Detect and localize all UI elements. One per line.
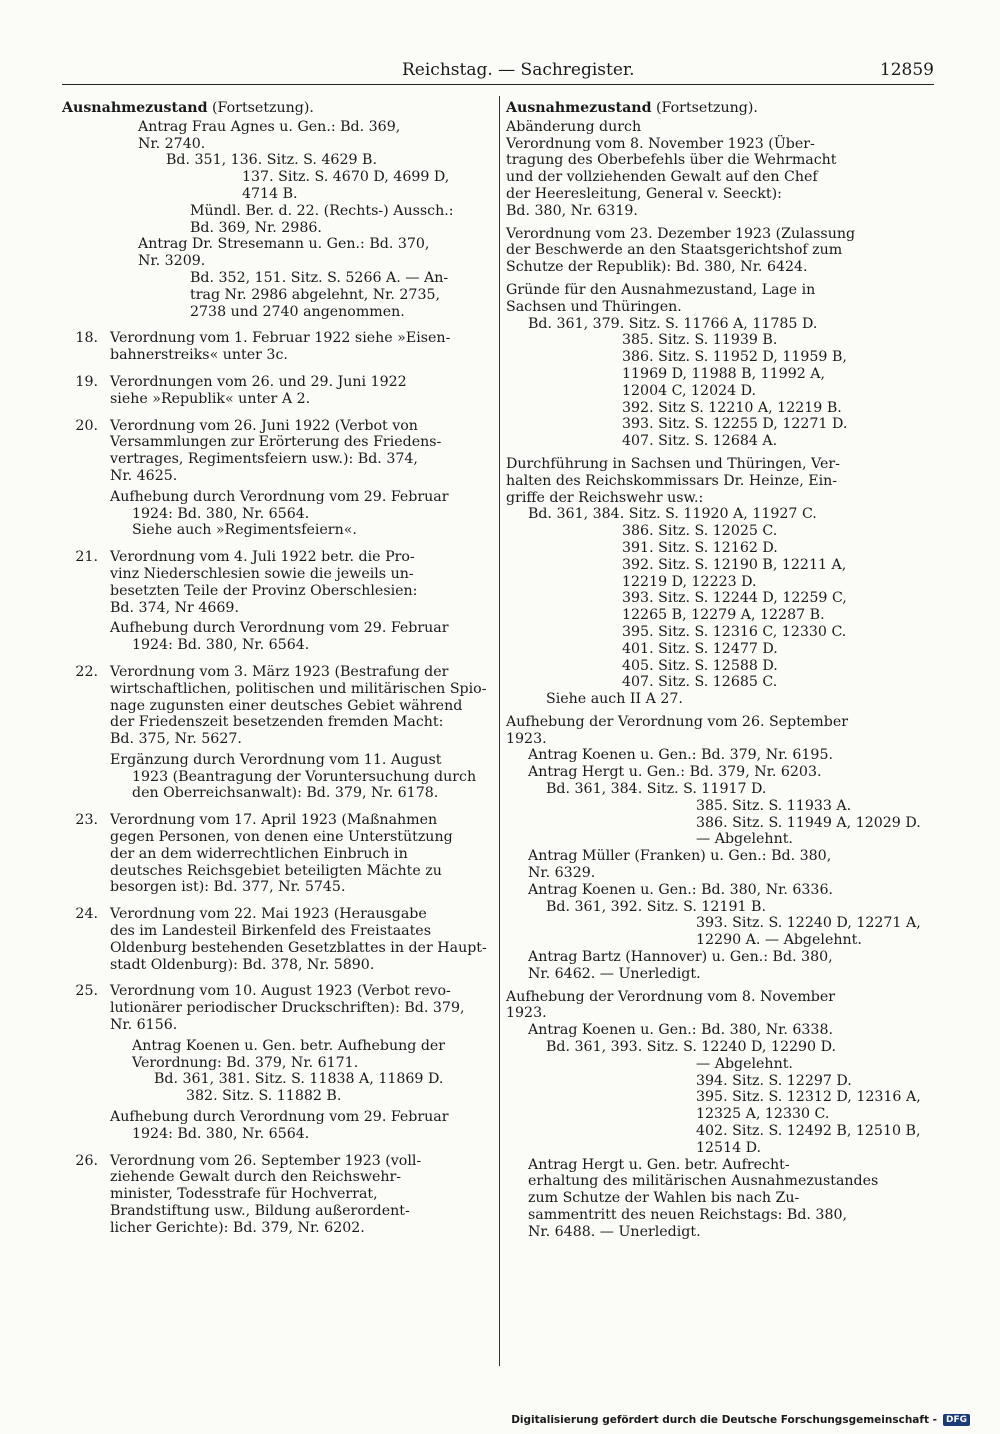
text-line: 392. Sitz S. 12210 A, 12219 B. (622, 399, 842, 416)
register-block (506, 226, 938, 276)
text-line: Versammlungen zur Erörterung des Friedens- (110, 434, 442, 451)
text-line: 1924: Bd. 380, Nr. 6564. (132, 505, 310, 522)
entry-number: 18. (75, 330, 98, 347)
entry-body (110, 664, 492, 802)
register-block (506, 119, 938, 220)
text-line: Siehe auch »Regimentsfeiern«. (132, 522, 357, 539)
text-line: Bd. 380, Nr. 6319. (506, 202, 638, 219)
text-line: der Beschwerde an den Staatsgerichtshof zum (506, 242, 843, 259)
text-line: Brandstiftung usw., Bildung außerordent- (110, 1203, 410, 1220)
text-line: 12004 C, 12024 D. (622, 382, 757, 399)
entry-number: 19. (75, 373, 98, 390)
text-line: Verordnung vom 10. August 1923 (Verbot revo- (110, 983, 451, 1000)
text-line: griffe der Reichswehr usw.: (506, 489, 704, 506)
text-line: 386. Sitz. S. 11952 D, 11959 B, (622, 349, 847, 366)
text-line: 386. Sitz. S. 12025 C. (622, 523, 778, 540)
text-line: 12325 A, 12330 C. (696, 1106, 830, 1123)
text-line: gegen Personen, von denen eine Unterstützung (110, 829, 453, 846)
text-line: 12290 A. — Abgelehnt. (696, 932, 862, 949)
text-line: Bd. 369, Nr. 2986. (190, 219, 322, 236)
text-line: Antrag Koenen u. Gen.: Bd. 380, Nr. 6338. (528, 1022, 833, 1039)
left-heading: Ausnahmezustand (Fortsetzung). (62, 100, 314, 116)
right-blocks (506, 119, 938, 1241)
text-line: lutionärer periodischer Druckschriften): Bd. 379, (110, 1000, 465, 1017)
left-column (62, 100, 492, 1241)
text-line: deutsches Reichsgebiet beteiligten Mächte zu (110, 862, 442, 879)
text-line: 393. Sitz. S. 12244 D, 12259 C, (622, 590, 847, 607)
text-line: 402. Sitz. S. 12492 B, 12510 B, (696, 1123, 921, 1140)
decree-entry (62, 812, 492, 896)
text-line: 391. Sitz. S. 12162 D. (622, 539, 778, 556)
entry-body (110, 549, 492, 654)
text-line: Abänderung durch (506, 118, 642, 135)
text-line: 392. Sitz. S. 12190 B, 12211 A, (622, 556, 847, 573)
text-line: 405. Sitz. S. 12588 D. (622, 657, 778, 674)
column-divider (499, 96, 500, 1366)
text-line: der Friedenszeit besetzenden fremden Macht: (110, 714, 444, 731)
text-line: nage zugunsten einer deutsches Gebiet während (110, 697, 463, 714)
text-line: trag Nr. 2986 abgelehnt, Nr. 2735, (190, 286, 441, 303)
entry-number: 22. (75, 663, 98, 680)
decree-entry (62, 549, 492, 654)
text-line: sammentritt des neuen Reichstags: Bd. 380, (528, 1207, 848, 1223)
text-line: 385. Sitz. S. 11939 B. (622, 332, 778, 349)
text-line: der Heeresleitung, General v. Seeckt): (506, 185, 782, 202)
text-line: 407. Sitz. S. 12684 A. (622, 433, 778, 450)
decree-entry (62, 906, 492, 973)
text-line: Bd. 375, Nr. 5627. (110, 731, 242, 748)
text-line: Antrag Müller (Franken) u. Gen.: Bd. 380, (528, 848, 832, 865)
text-line: 386. Sitz. S. 11949 A, 12029 D. (696, 814, 921, 831)
entry-number: 24. (75, 906, 98, 923)
entry-body (110, 906, 492, 973)
text-line: erhaltung des militärischen Ausnahmezustandes (528, 1173, 879, 1190)
text-line: 1923 (Beantragung der Voruntersuchung durch (132, 768, 477, 785)
register-block (506, 282, 938, 450)
text-line: Antrag Hergt u. Gen. betr. Aufrecht- (528, 1156, 790, 1173)
entry-body (110, 330, 492, 364)
text-line: der an dem widerrechtlichen Einbruch in (110, 845, 408, 862)
running-title: Reichstag. — Sachregister. (402, 60, 635, 80)
text-line: 393. Sitz. S. 12240 D, 12271 A, (696, 915, 921, 932)
text-line: — Abgelehnt. (696, 1055, 793, 1072)
text-line: Aufhebung durch Verordnung vom 29. Februar (110, 1109, 449, 1126)
entry-body (110, 418, 492, 540)
text-line: und der vollziehenden Gewalt auf den Chef (506, 169, 818, 186)
text-line: licher Gerichte): Bd. 379, Nr. 6202. (110, 1219, 365, 1236)
text-line: Bd. 361, 384. Sitz. S. 11920 A, 11927 C. (528, 506, 817, 523)
entry-number: 23. (75, 812, 98, 829)
page-number: 12859 (879, 60, 934, 80)
text-line: 12265 B, 12279 A, 12287 B. (622, 607, 825, 624)
text-line: 12514 D. (696, 1139, 762, 1156)
text-line: Bd. 361, 381. Sitz. S. 11838 A, 11869 D. (154, 1071, 444, 1088)
decree-entry (62, 983, 492, 1142)
text-line: Nr. 2740. (138, 135, 206, 152)
text-line: ziehende Gewalt durch den Reichswehr- (110, 1169, 402, 1186)
text-line: Durchführung in Sachsen und Thüringen, Ver- (506, 455, 840, 472)
text-line: bahnerstreiks« unter 3c. (110, 347, 288, 364)
text-line: Verordnung vom 3. März 1923 (Bestrafung der (110, 663, 449, 680)
text-line: Oldenburg bestehenden Gesetzblattes in der Haupt- (110, 939, 487, 956)
text-line: zum Schutze der Wahlen bis nach Zu- (528, 1190, 800, 1207)
text-line: Siehe auch II A 27. (546, 691, 683, 708)
text-line: Antrag Koenen u. Gen.: Bd. 380, Nr. 6336. (528, 881, 833, 898)
text-line: Verordnung vom 17. April 1923 (Maßnahmen (110, 812, 438, 829)
register-block (506, 989, 938, 1241)
entry-body (110, 983, 492, 1142)
text-line: Bd. 361, 392. Sitz. S. 12191 B. (546, 898, 766, 915)
footer-credit (511, 1414, 970, 1426)
text-line: Ergänzung durch Verordnung vom 11. August (110, 751, 442, 768)
text-line: wirtschaftlichen, politischen und militärischen Spio- (110, 680, 487, 697)
decree-entry (62, 664, 492, 802)
text-line: Verordnung vom 8. November 1923 (Über- (506, 135, 815, 152)
entry-body (110, 812, 492, 896)
text-line: vertrages, Regimentsfeiern usw.): Bd. 374, (110, 451, 418, 468)
text-line: Verordnung vom 26. Juni 1922 (Verbot von (110, 417, 418, 434)
text-line: Nr. 6329. (528, 865, 596, 882)
text-line: Verordnung vom 4. Juli 1922 betr. die Pro- (110, 549, 415, 566)
decree-entry (62, 330, 492, 364)
text-line: Schutze der Republik): Bd. 380, Nr. 6424. (506, 259, 808, 276)
text-line: Antrag Koenen u. Gen. betr. Aufhebung der (132, 1037, 446, 1054)
right-heading: Ausnahmezustand (Fortsetzung). (506, 100, 758, 116)
decree-entry (62, 374, 492, 408)
text-line: Bd. 352, 151. Sitz. S. 5266 A. — An- (190, 269, 449, 286)
decree-entry (62, 418, 492, 540)
text-line: minister, Todesstrafe für Hochverrat, (110, 1186, 378, 1203)
entry-number: 21. (75, 549, 98, 566)
text-line: 395. Sitz. S. 12312 D, 12316 A, (696, 1089, 921, 1106)
text-line: 1923. (506, 730, 547, 747)
text-line: Verordnungen vom 26. und 29. Juni 1922 (110, 373, 407, 390)
decree-entry (62, 1153, 492, 1237)
text-line: des im Landesteil Birkenfeld des Freistaates (110, 923, 431, 940)
text-line: stadt Oldenburg): Bd. 378, Nr. 5890. (110, 956, 375, 973)
text-line: tragung des Oberbefehls über die Wehrmacht (506, 152, 837, 169)
text-line: besetzten Teile der Provinz Oberschlesien: (110, 582, 418, 599)
text-line: 1924: Bd. 380, Nr. 6564. (132, 637, 310, 654)
text-line: Nr. 3209. (138, 253, 206, 270)
text-line: 393. Sitz. S. 12255 D, 12271 D. (622, 416, 848, 433)
text-line: Bd. 361, 379. Sitz. S. 11766 A, 11785 D. (528, 315, 818, 332)
text-line: 382. Sitz. S. 11882 B. (186, 1088, 342, 1105)
text-line: besorgen ist): Bd. 377, Nr. 5745. (110, 879, 346, 896)
text-line: Antrag Bartz (Hannover) u. Gen.: Bd. 380, (528, 949, 833, 966)
left-entries (62, 330, 492, 1236)
text-line: — Abgelehnt. (696, 831, 793, 848)
text-line: Bd. 374, Nr 4669. (110, 599, 239, 616)
register-block (506, 456, 938, 708)
text-line: Nr. 6156. (110, 1017, 178, 1034)
text-line: 401. Sitz. S. 12477 D. (622, 640, 778, 657)
text-line: 407. Sitz. S. 12685 C. (622, 674, 778, 691)
text-line: Aufhebung der Verordnung vom 8. November (506, 988, 836, 1005)
text-line: Aufhebung durch Verordnung vom 29. Februar (110, 620, 449, 637)
text-line: Verordnung vom 23. Dezember 1923 (Zulassung (506, 225, 856, 242)
entry-body (110, 1153, 492, 1237)
text-line: Verordnung vom 1. Februar 1922 siehe »Eisen- (110, 330, 451, 347)
text-line: Sachsen und Thüringen. (506, 298, 682, 315)
entry-body (110, 374, 492, 408)
text-line: 12219 D, 12223 D. (622, 573, 757, 590)
text-line: Antrag Hergt u. Gen.: Bd. 379, Nr. 6203. (528, 764, 822, 781)
dfg-logo: DFG (943, 1414, 970, 1426)
text-line: Antrag Dr. Stresemann u. Gen.: Bd. 370, (138, 236, 430, 253)
text-line: Verordnung vom 22. Mai 1923 (Herausgabe (110, 906, 427, 923)
right-column (506, 100, 938, 1247)
text-line: 4714 B. (242, 185, 298, 202)
left-intro (62, 119, 492, 321)
page-header (62, 60, 934, 85)
text-line: vinz Niederschlesien sowie die jeweils un- (110, 565, 414, 582)
text-line: Bd. 351, 136. Sitz. S. 4629 B. (166, 152, 377, 169)
text-line: Verordnung: Bd. 379, Nr. 6171. (132, 1054, 359, 1071)
text-line: Gründe für den Ausnahmezustand, Lage in (506, 281, 816, 298)
text-line: 1923. (506, 1005, 547, 1022)
text-line: 1924: Bd. 380, Nr. 6564. (132, 1125, 310, 1142)
text-line: Aufhebung der Verordnung vom 26. September (506, 713, 849, 730)
entry-number: 26. (75, 1152, 98, 1169)
text-line: Nr. 6462. — Unerledigt. (528, 965, 701, 982)
footer-text: Digitalisierung gefördert durch die Deutsche Forschungsgemeinschaft - (511, 1414, 937, 1426)
text-line: Mündl. Ber. d. 22. (Rechts-) Aussch.: (190, 202, 454, 219)
text-line: Bd. 361, 393. Sitz. S. 12240 D, 12290 D. (546, 1039, 836, 1056)
text-line: Aufhebung durch Verordnung vom 29. Februar (110, 488, 449, 505)
text-line: halten des Reichskommissars Dr. Heinze, Ein- (506, 472, 838, 489)
text-line: Bd. 361, 384. Sitz. S. 11917 D. (546, 781, 767, 798)
text-line: den Oberreichsanwalt): Bd. 379, Nr. 6178. (132, 785, 439, 802)
text-line: 385. Sitz. S. 11933 A. (696, 797, 852, 814)
text-line: 11969 D, 11988 B, 11992 A, (622, 365, 826, 382)
text-line: 137. Sitz. S. 4670 D, 4699 D, (242, 169, 450, 186)
text-line: Nr. 4625. (110, 467, 178, 484)
text-line: Antrag Koenen u. Gen.: Bd. 379, Nr. 6195. (528, 747, 833, 764)
text-line: Antrag Frau Agnes u. Gen.: Bd. 369, (138, 118, 401, 135)
text-line: 395. Sitz. S. 12316 C, 12330 C. (622, 623, 847, 640)
text-line: siehe »Republik« unter A 2. (110, 390, 311, 407)
text-line: Verordnung vom 26. September 1923 (voll- (110, 1152, 422, 1169)
register-block (506, 714, 938, 983)
text-line: Nr. 6488. — Unerledigt. (528, 1223, 701, 1240)
entry-number: 25. (75, 983, 98, 1000)
entry-number: 20. (75, 417, 98, 434)
text-line: 394. Sitz. S. 12297 D. (696, 1072, 852, 1089)
text-line: 2738 und 2740 angenommen. (190, 303, 405, 320)
